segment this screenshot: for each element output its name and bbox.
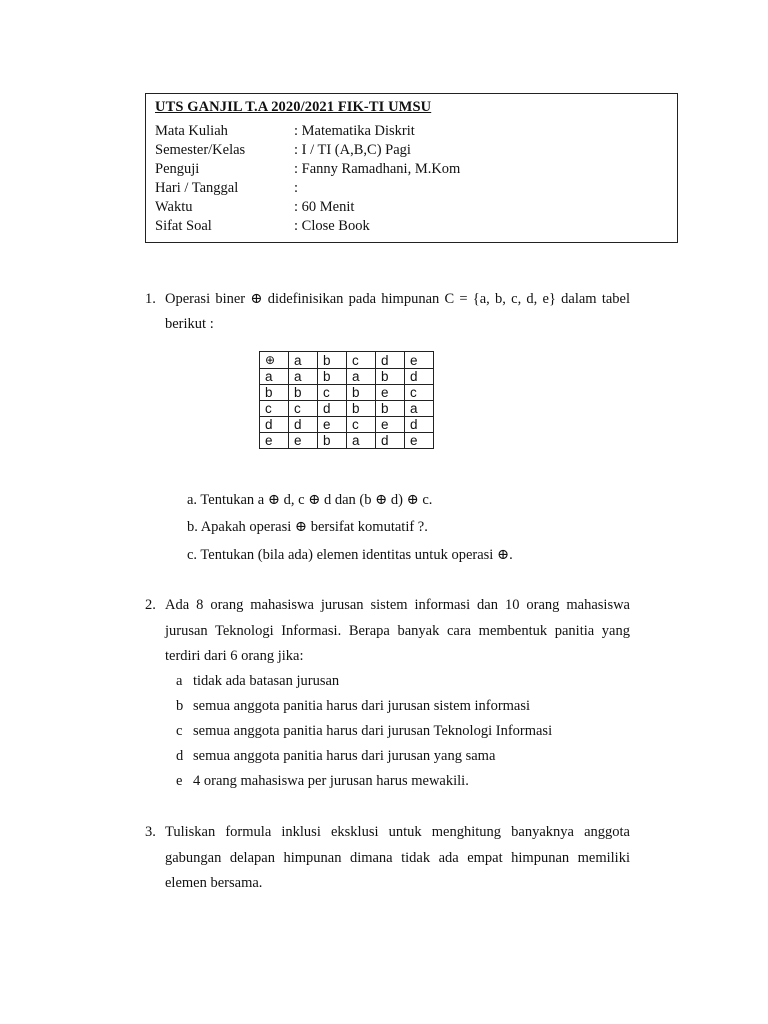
- table-cell: b: [347, 401, 376, 417]
- table-cell: e: [376, 385, 405, 401]
- table-cell: c: [347, 352, 376, 369]
- header-value: : Close Book: [294, 218, 370, 234]
- table-cell: ⊕: [260, 352, 289, 369]
- question-2-item-letter: b: [176, 698, 184, 714]
- table-cell: d: [405, 417, 434, 433]
- table-cell: d: [405, 369, 434, 385]
- question-2-item-text: 4 orang mahasiswa per jurusan harus mewakili.: [193, 773, 469, 789]
- table-cell: d: [289, 417, 318, 433]
- table-cell: c: [318, 385, 347, 401]
- header-value: :: [294, 180, 299, 196]
- table-cell: b: [318, 352, 347, 369]
- table-cell: c: [260, 401, 289, 417]
- header-label: Hari / Tanggal: [155, 180, 239, 196]
- question-2-item-text: tidak ada batasan jurusan: [193, 673, 340, 689]
- table-row: [260, 401, 434, 417]
- table-cell: c: [405, 385, 434, 401]
- header-label: Sifat Soal: [155, 218, 212, 234]
- table-cell: a: [405, 401, 434, 417]
- table-cell: b: [347, 385, 376, 401]
- table-cell: e: [289, 433, 318, 449]
- table-row: [260, 417, 434, 433]
- table-cell: c: [289, 401, 318, 417]
- question-2-item-letter: a: [176, 673, 183, 689]
- header-value: : I / TI (A,B,C) Pagi: [294, 142, 411, 158]
- table-cell: a: [347, 433, 376, 449]
- table-row: [260, 369, 434, 385]
- table-cell: e: [405, 433, 434, 449]
- table-cell: b: [318, 433, 347, 449]
- question-2-item-letter: e: [176, 773, 183, 789]
- table-cell: c: [347, 417, 376, 433]
- question-2-number: 2.: [145, 597, 156, 613]
- question-2-line: Ada 8 orang mahasiswa jurusan sistem informasi dan 10 orang mahasiswa: [165, 597, 630, 613]
- exam-title: UTS GANJIL T.A 2020/2021 FIK-TI UMSU: [155, 99, 432, 115]
- table-cell: e: [376, 417, 405, 433]
- question-2-item-text: semua anggota panitia harus dari jurusan yang sama: [193, 748, 496, 764]
- question-3-line: gabungan delapan himpunan dimana tidak ada empat himpunan memiliki: [165, 850, 630, 866]
- question-2-line: terdiri dari 6 orang jika:: [165, 648, 304, 664]
- table-cell: d: [260, 417, 289, 433]
- header-label: Semester/Kelas: [155, 142, 246, 158]
- table-cell: d: [376, 433, 405, 449]
- question-2-line: jurusan Teknologi Informasi. Berapa banyak cara membentuk panitia yang: [165, 623, 630, 639]
- table-cell: a: [289, 369, 318, 385]
- table-row: [260, 433, 434, 449]
- exam-header-box: [145, 93, 678, 243]
- table-cell: b: [376, 401, 405, 417]
- question-3-number: 3.: [145, 824, 156, 840]
- table-cell: b: [376, 369, 405, 385]
- question-2-item-text: semua anggota panitia harus dari jurusan sistem informasi: [193, 698, 531, 714]
- table-cell: d: [318, 401, 347, 417]
- question-1-item-c: c. Tentukan (bila ada) elemen identitas untuk operasi ⊕.: [187, 547, 513, 563]
- table-row: [260, 385, 434, 401]
- header-label: Penguji: [155, 161, 200, 177]
- question-3-line: Tuliskan formula inklusi eksklusi untuk menghitung banyaknya anggota: [165, 824, 630, 840]
- header-label: Mata Kuliah: [155, 123, 228, 139]
- header-value: : 60 Menit: [294, 199, 355, 215]
- header-value: : Matematika Diskrit: [294, 123, 415, 139]
- question-2-item-letter: c: [176, 723, 183, 739]
- table-cell: b: [260, 385, 289, 401]
- question-1-line: Operasi biner ⊕ didefinisikan pada himpunan C = {a, b, c, d, e} dalam tabel: [165, 291, 630, 307]
- table-cell: e: [318, 417, 347, 433]
- question-2-item-text: semua anggota panitia harus dari jurusan Teknologi Informasi: [193, 723, 553, 739]
- table-cell: b: [289, 385, 318, 401]
- table-header-row: [260, 352, 434, 369]
- question-1-item-a: a. Tentukan a ⊕ d, c ⊕ d dan (b ⊕ d) ⊕ c.: [187, 492, 433, 508]
- question-3-line: elemen bersama.: [165, 875, 263, 891]
- table-cell: e: [405, 352, 434, 369]
- table-cell: a: [260, 369, 289, 385]
- table-cell: d: [376, 352, 405, 369]
- question-1-line: berikut :: [165, 316, 214, 332]
- table-cell: a: [289, 352, 318, 369]
- question-1-item-b: b. Apakah operasi ⊕ bersifat komutatif ?.: [187, 519, 428, 535]
- table-cell: e: [260, 433, 289, 449]
- header-value: : Fanny Ramadhani, M.Kom: [294, 161, 461, 177]
- header-label: Waktu: [155, 199, 193, 215]
- question-1-number: 1.: [145, 291, 156, 307]
- table-cell: b: [318, 369, 347, 385]
- question-2-item-letter: d: [176, 748, 184, 764]
- operation-table: [259, 351, 434, 449]
- table-cell: a: [347, 369, 376, 385]
